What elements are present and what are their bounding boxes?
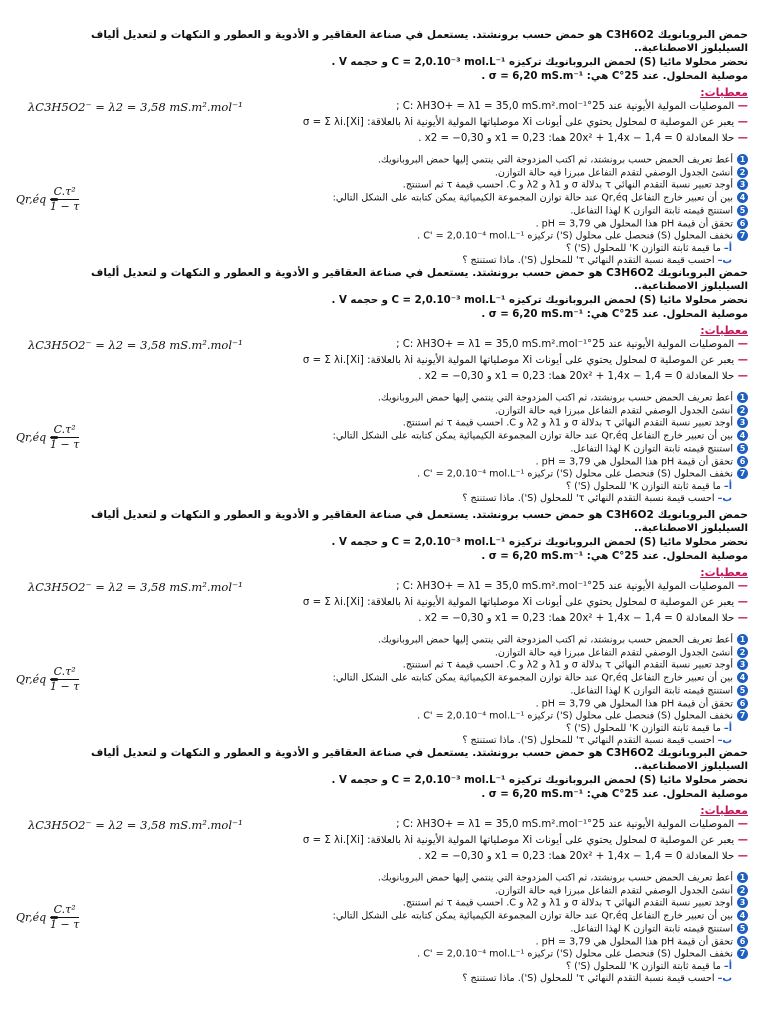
exercise-block <box>0 266 768 512</box>
question-item <box>22 167 748 180</box>
question-item <box>22 456 748 469</box>
question-item <box>22 179 748 192</box>
number-bullet-icon: 7 <box>737 230 748 241</box>
given-item-2 <box>22 116 748 132</box>
number-bullet-icon: 3 <box>737 179 748 190</box>
number-bullet-icon: 7 <box>737 468 748 479</box>
sub-question-b: ب– احسب قيمة نسبة التقدم النهائي τ' للمحلول (S'). ماذا تستنتج ؟ <box>462 493 732 505</box>
given-1-lambda2: λC3H5O2⁻ = λ2 = 3,58 mS.m².mol⁻¹ <box>28 338 243 352</box>
given-1-text: الموصليات المولية الأيونية عند 25°C: λH3O+ = λ1 = 35,0 mS.m².mol⁻¹ ; <box>396 101 735 112</box>
question-item <box>22 392 748 405</box>
question-text: أعط تعريف الحمض حسب برونشتد، ثم اكتب المزدوجة التي ينتمي إليها حمض البروبانويك. <box>377 872 733 884</box>
given-3-text: حلا المعادلة 20x² + 1,4x − 1,4 = 0 هما: x1 = 0,23 و x2 = −0,30 . <box>418 133 735 144</box>
intro-line-1: حمض البروبانويك C3H6O2 هو حمض حسب برونشتد. يستعمل في صناعة العقاقير و الأدوية و العطور و النكهات و لتعديل ألياف <box>91 29 748 41</box>
number-bullet-icon: 1 <box>737 872 748 883</box>
question-item <box>22 659 748 672</box>
dash-bullet: — <box>734 371 748 382</box>
sub-question-letter: ب– <box>717 493 732 505</box>
given-3-text: حلا المعادلة 20x² + 1,4x − 1,4 = 0 هما: x1 = 0,23 و x2 = −0,30 . <box>418 851 735 862</box>
intro-line-1: حمض البروبانويك C3H6O2 هو حمض حسب برونشتد. يستعمل في صناعة العقاقير و الأدوية و العطور و النكهات و لتعديل ألياف <box>91 509 748 521</box>
question-item <box>22 218 748 231</box>
sub-question-letter: أ– <box>723 242 732 254</box>
exercise-intro <box>22 746 748 802</box>
given-1-text: الموصليات المولية الأيونية عند 25°C: λH3O+ = λ1 = 35,0 mS.m².mol⁻¹ ; <box>396 819 735 830</box>
formula-lhs: Qr,éq = <box>16 911 59 925</box>
given-item-3 <box>22 132 748 148</box>
number-bullet-icon: 5 <box>737 923 748 934</box>
given-1-text: الموصليات المولية الأيونية عند 25°C: λH3O+ = λ1 = 35,0 mS.m².mol⁻¹ ; <box>396 339 735 350</box>
given-item-2 <box>22 354 748 370</box>
number-bullet-icon: 3 <box>737 897 748 908</box>
given-1-text: الموصليات المولية الأيونية عند 25°C: λH3O+ = λ1 = 35,0 mS.m².mol⁻¹ ; <box>396 581 735 592</box>
question-text: تحقق أن قيمة pH هذا المحلول هي pH = 3,79 . <box>535 456 733 468</box>
dash-bullet: — <box>734 101 748 112</box>
sub-question-letter: ب– <box>717 255 732 267</box>
question-text: أعط تعريف الحمض حسب برونشتد، ثم اكتب المزدوجة التي ينتمي إليها حمض البروبانويك. <box>377 154 733 166</box>
formula-numerator: C.τ² <box>53 903 76 917</box>
question-text: تحقق أن قيمة pH هذا المحلول هي pH = 3,79 . <box>535 218 733 230</box>
question-item <box>22 154 748 167</box>
intro-line-1: حمض البروبانويك C3H6O2 هو حمض حسب برونشتد. يستعمل في صناعة العقاقير و الأدوية و العطور و النكهات و لتعديل ألياف <box>91 747 748 759</box>
given-item-3 <box>22 612 748 628</box>
quotient-formula <box>16 903 80 932</box>
exercise-intro <box>22 266 748 322</box>
question-text: نخفف المحلول (S) فنحصل على محلول (S') تركيزه C' = 2,0.10⁻⁴ mol.L⁻¹ . <box>417 948 733 960</box>
exercise-intro <box>22 508 748 564</box>
question-text: أعط تعريف الحمض حسب برونشتد، ثم اكتب المزدوجة التي ينتمي إليها حمض البروبانويك. <box>377 634 733 646</box>
number-bullet-icon: 5 <box>737 205 748 216</box>
question-text: بين أن تعبير خارج التفاعل Qr,éq عند حالة توازن المجموعة الكيميائية يمكن كتابته على الشكل التالي: <box>332 430 733 442</box>
question-text: أوجد تعبير نسبة التقدم النهائي τ بدلالة σ و λ1 و λ2 و C. احسب قيمة τ ثم استنتج. <box>402 659 733 671</box>
question-item <box>22 948 748 961</box>
question-text: تحقق أن قيمة pH هذا المحلول هي pH = 3,79 . <box>535 698 733 710</box>
question-text: بين أن تعبير خارج التفاعل Qr,éq عند حالة توازن المجموعة الكيميائية يمكن كتابته على الشكل التالي: <box>332 672 733 684</box>
given-item-1 <box>22 100 748 116</box>
given-item-1 <box>22 580 748 596</box>
question-item <box>22 897 748 910</box>
number-bullet-icon: 4 <box>737 672 748 683</box>
intro-line-1: حمض البروبانويك C3H6O2 هو حمض حسب برونشتد. يستعمل في صناعة العقاقير و الأدوية و العطور و النكهات و لتعديل ألياف <box>91 267 748 279</box>
given-3-text: حلا المعادلة 20x² + 1,4x − 1,4 = 0 هما: x1 = 0,23 و x2 = −0,30 . <box>418 613 735 624</box>
question-item <box>22 647 748 660</box>
given-item-3 <box>22 370 748 386</box>
question-item <box>22 872 748 885</box>
question-item <box>22 634 748 647</box>
question-text: استنتج قيمته ثابتة التوازن K لهذا التفاعل. <box>570 685 733 697</box>
question-item <box>22 230 748 243</box>
question-text: أوجد تعبير نسبة التقدم النهائي τ بدلالة σ و λ1 و λ2 و C. احسب قيمة τ ثم استنتج. <box>402 897 733 909</box>
number-bullet-icon: 4 <box>737 430 748 441</box>
intro-line-4: موصلية المحلول. عند 25°C هي: σ = 6,20 mS.m⁻¹ . <box>481 551 748 562</box>
given-2-text: يعبر عن الموصلية σ لمحلول يحتوي على أيونات Xi موصلياتها المولية الأيونية λi بالعلاقة: σ = Σ λi.[Xi] <box>302 835 735 846</box>
number-bullet-icon: 3 <box>737 417 748 428</box>
dash-bullet: — <box>734 133 748 144</box>
sub-question-a: أ– ما قيمة ثابتة التوازن K' للمحلول (S') ؟ <box>565 242 732 254</box>
intro-line-2: السيليلوز الاصطناعية.. <box>634 281 748 292</box>
question-text: أنشئ الجدول الوصفي لتقدم التفاعل مبرزا فيه حالة التوازن. <box>494 405 733 417</box>
number-bullet-icon: 1 <box>737 392 748 403</box>
given-item-2 <box>22 596 748 612</box>
formula-numerator: C.τ² <box>53 665 76 679</box>
question-item <box>22 923 748 936</box>
question-text: بين أن تعبير خارج التفاعل Qr,éq عند حالة توازن المجموعة الكيميائية يمكن كتابته على الشكل التالي: <box>332 910 733 922</box>
number-bullet-icon: 5 <box>737 443 748 454</box>
question-text: تحقق أن قيمة pH هذا المحلول هي pH = 3,79 . <box>535 936 733 948</box>
intro-line-3: نحضر محلولا مائيا (S) لحمض البروبانويك تركيزه C = 2,0.10⁻³ mol.L⁻¹ و حجمه V . <box>331 57 748 68</box>
question-text: أنشئ الجدول الوصفي لتقدم التفاعل مبرزا فيه حالة التوازن. <box>494 885 733 897</box>
number-bullet-icon: 6 <box>737 936 748 947</box>
dash-bullet: — <box>734 597 748 608</box>
given-2-text: يعبر عن الموصلية σ لمحلول يحتوي على أيونات Xi موصلياتها المولية الأيونية λi بالعلاقة: σ = Σ λi.[Xi] <box>302 597 735 608</box>
sub-question-a: أ– ما قيمة ثابتة التوازن K' للمحلول (S') ؟ <box>565 722 732 734</box>
questions-list <box>16 872 748 985</box>
dash-bullet: — <box>734 835 748 846</box>
number-bullet-icon: 2 <box>737 885 748 896</box>
given-item-1 <box>22 818 748 834</box>
question-text: أعط تعريف الحمض حسب برونشتد، ثم اكتب المزدوجة التي ينتمي إليها حمض البروبانويك. <box>377 392 733 404</box>
number-bullet-icon: 3 <box>737 659 748 670</box>
dash-bullet: — <box>734 117 748 128</box>
number-bullet-icon: 2 <box>737 405 748 416</box>
number-bullet-icon: 2 <box>737 167 748 178</box>
intro-line-3: نحضر محلولا مائيا (S) لحمض البروبانويك تركيزه C = 2,0.10⁻³ mol.L⁻¹ و حجمه V . <box>331 775 748 786</box>
given-1-lambda2: λC3H5O2⁻ = λ2 = 3,58 mS.m².mol⁻¹ <box>28 580 243 594</box>
dash-bullet: — <box>734 851 748 862</box>
question-item <box>22 443 748 456</box>
number-bullet-icon: 7 <box>737 710 748 721</box>
dash-bullet: — <box>734 613 748 624</box>
intro-line-2: السيليلوز الاصطناعية.. <box>634 761 748 772</box>
sub-question-letter: ب– <box>717 735 732 747</box>
question-text: نخفف المحلول (S) فنحصل على محلول (S') تركيزه C' = 2,0.10⁻⁴ mol.L⁻¹ . <box>417 710 733 722</box>
intro-line-3: نحضر محلولا مائيا (S) لحمض البروبانويك تركيزه C = 2,0.10⁻³ mol.L⁻¹ و حجمه V . <box>331 537 748 548</box>
intro-line-2: السيليلوز الاصطناعية.. <box>634 523 748 534</box>
given-title: معطيات: <box>700 804 748 817</box>
question-item <box>22 468 748 481</box>
number-bullet-icon: 4 <box>737 192 748 203</box>
sub-question-b: ب– احسب قيمة نسبة التقدم النهائي τ' للمحلول (S'). ماذا تستنتج ؟ <box>462 973 732 985</box>
formula-numerator: C.τ² <box>53 423 76 437</box>
formula-numerator: C.τ² <box>53 185 76 199</box>
number-bullet-icon: 5 <box>737 685 748 696</box>
number-bullet-icon: 4 <box>737 910 748 921</box>
sub-question-b: ب– احسب قيمة نسبة التقدم النهائي τ' للمحلول (S'). ماذا تستنتج ؟ <box>462 255 732 267</box>
number-bullet-icon: 7 <box>737 948 748 959</box>
sub-question-letter: أ– <box>723 960 732 972</box>
given-title: معطيات: <box>700 566 748 579</box>
dash-bullet: — <box>734 355 748 366</box>
dash-bullet: — <box>734 819 748 830</box>
question-text: نخفف المحلول (S) فنحصل على محلول (S') تركيزه C' = 2,0.10⁻⁴ mol.L⁻¹ . <box>417 230 733 242</box>
questions-list <box>16 634 748 747</box>
question-item <box>22 698 748 711</box>
formula-lhs: Qr,éq = <box>16 193 59 207</box>
given-title: معطيات: <box>700 86 748 99</box>
intro-line-3: نحضر محلولا مائيا (S) لحمض البروبانويك تركيزه C = 2,0.10⁻³ mol.L⁻¹ و حجمه V . <box>331 295 748 306</box>
given-1-lambda2: λC3H5O2⁻ = λ2 = 3,58 mS.m².mol⁻¹ <box>28 100 243 114</box>
intro-line-4: موصلية المحلول. عند 25°C هي: σ = 6,20 mS.m⁻¹ . <box>481 789 748 800</box>
formula-denominator: 1 − τ <box>50 680 80 694</box>
question-item <box>22 885 748 898</box>
questions-list <box>16 392 748 505</box>
given-2-text: يعبر عن الموصلية σ لمحلول يحتوي على أيونات Xi موصلياتها المولية الأيونية λi بالعلاقة: σ = Σ λi.[Xi] <box>302 355 735 366</box>
formula-denominator: 1 − τ <box>50 438 80 452</box>
exercise-block <box>0 508 768 754</box>
given-title: معطيات: <box>700 324 748 337</box>
exercise-block <box>0 28 768 274</box>
dash-bullet: — <box>734 581 748 592</box>
given-item-1 <box>22 338 748 354</box>
given-1-lambda2: λC3H5O2⁻ = λ2 = 3,58 mS.m².mol⁻¹ <box>28 818 243 832</box>
question-text: استنتج قيمته ثابتة التوازن K لهذا التفاعل. <box>570 443 733 455</box>
number-bullet-icon: 1 <box>737 154 748 165</box>
given-3-text: حلا المعادلة 20x² + 1,4x − 1,4 = 0 هما: x1 = 0,23 و x2 = −0,30 . <box>418 371 735 382</box>
question-text: أنشئ الجدول الوصفي لتقدم التفاعل مبرزا فيه حالة التوازن. <box>494 647 733 659</box>
question-text: استنتج قيمته ثابتة التوازن K لهذا التفاعل. <box>570 923 733 935</box>
formula-lhs: Qr,éq = <box>16 673 59 687</box>
number-bullet-icon: 2 <box>737 647 748 658</box>
sub-question-letter: أ– <box>723 722 732 734</box>
number-bullet-icon: 6 <box>737 698 748 709</box>
question-text: بين أن تعبير خارج التفاعل Qr,éq عند حالة توازن المجموعة الكيميائية يمكن كتابته على الشكل التالي: <box>332 192 733 204</box>
sub-question-a: أ– ما قيمة ثابتة التوازن K' للمحلول (S') ؟ <box>565 960 732 972</box>
sub-question-letter: أ– <box>723 480 732 492</box>
question-text: استنتج قيمته ثابتة التوازن K لهذا التفاعل. <box>570 205 733 217</box>
given-2-text: يعبر عن الموصلية σ لمحلول يحتوي على أيونات Xi موصلياتها المولية الأيونية λi بالعلاقة: σ = Σ λi.[Xi] <box>302 117 735 128</box>
number-bullet-icon: 1 <box>737 634 748 645</box>
question-text: أوجد تعبير نسبة التقدم النهائي τ بدلالة σ و λ1 و λ2 و C. احسب قيمة τ ثم استنتج. <box>402 179 733 191</box>
given-item-3 <box>22 850 748 866</box>
intro-line-4: موصلية المحلول. عند 25°C هي: σ = 6,20 mS.m⁻¹ . <box>481 71 748 82</box>
dash-bullet: — <box>734 339 748 350</box>
question-item <box>22 405 748 418</box>
given-item-2 <box>22 834 748 850</box>
formula-denominator: 1 − τ <box>50 918 80 932</box>
quotient-formula <box>16 185 80 214</box>
sub-question-a: أ– ما قيمة ثابتة التوازن K' للمحلول (S') ؟ <box>565 480 732 492</box>
sub-question-b: ب– احسب قيمة نسبة التقدم النهائي τ' للمحلول (S'). ماذا تستنتج ؟ <box>462 735 732 747</box>
question-item <box>22 710 748 723</box>
quotient-formula <box>16 423 80 452</box>
exercise-block <box>0 746 768 992</box>
number-bullet-icon: 6 <box>737 456 748 467</box>
formula-denominator: 1 − τ <box>50 200 80 214</box>
questions-list <box>16 154 748 267</box>
question-item <box>22 417 748 430</box>
quotient-formula <box>16 665 80 694</box>
intro-line-2: السيليلوز الاصطناعية.. <box>634 43 748 54</box>
question-text: نخفف المحلول (S) فنحصل على محلول (S') تركيزه C' = 2,0.10⁻⁴ mol.L⁻¹ . <box>417 468 733 480</box>
question-item <box>22 936 748 949</box>
number-bullet-icon: 6 <box>737 218 748 229</box>
question-text: أوجد تعبير نسبة التقدم النهائي τ بدلالة σ و λ1 و λ2 و C. احسب قيمة τ ثم استنتج. <box>402 417 733 429</box>
formula-lhs: Qr,éq = <box>16 431 59 445</box>
exercise-intro <box>22 28 748 84</box>
question-text: أنشئ الجدول الوصفي لتقدم التفاعل مبرزا فيه حالة التوازن. <box>494 167 733 179</box>
question-item <box>22 205 748 218</box>
question-item <box>22 685 748 698</box>
intro-line-4: موصلية المحلول. عند 25°C هي: σ = 6,20 mS.m⁻¹ . <box>481 309 748 320</box>
sub-question-letter: ب– <box>717 973 732 985</box>
